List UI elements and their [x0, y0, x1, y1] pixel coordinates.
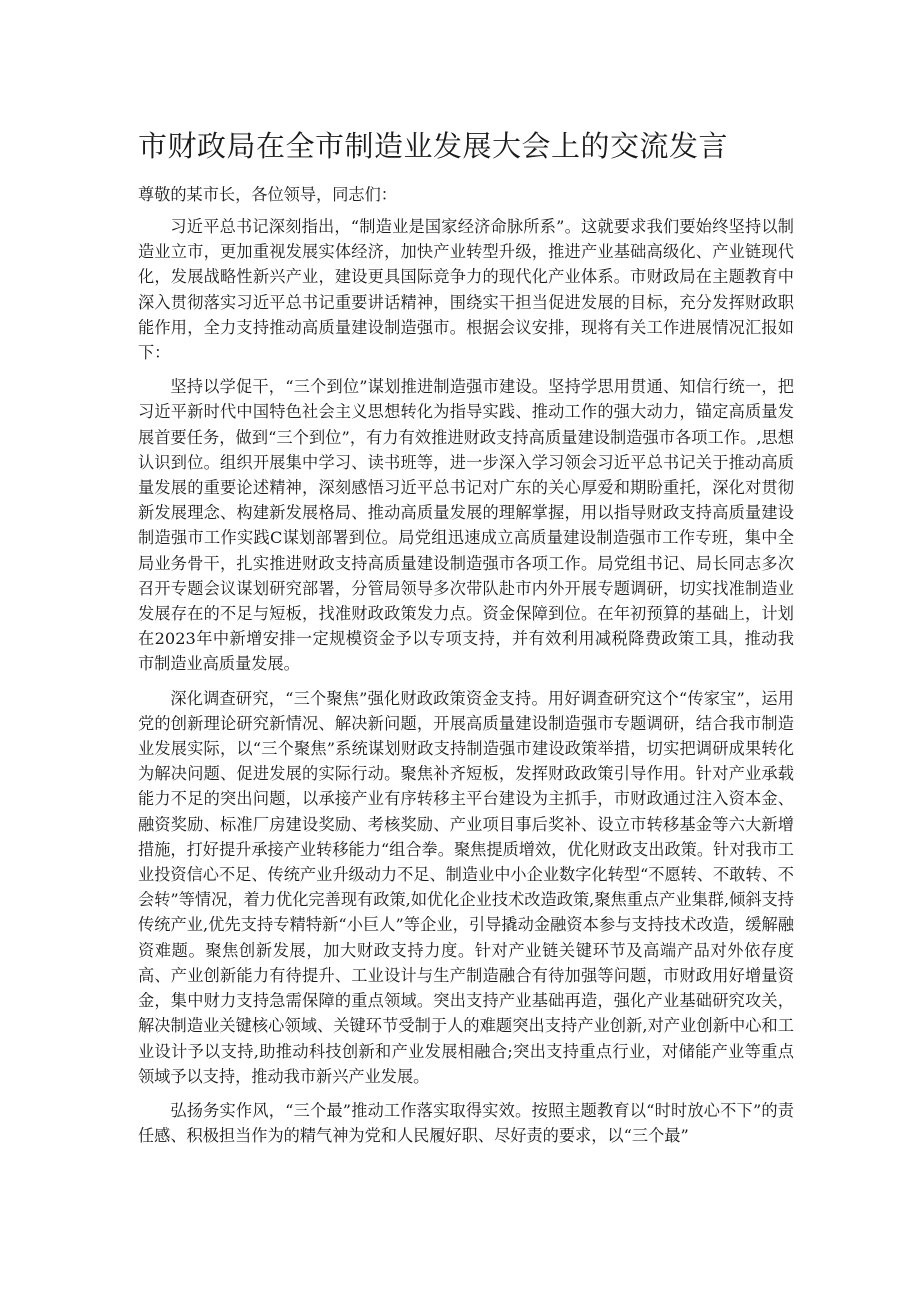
document-title: 市财政局在全市制造业发展大会上的交流发言 [138, 129, 729, 163]
paragraph-deepen-research: 深化调查研究，“三个聚焦”强化财政政策资金支持。用好调查研究这个“传家宝”，运用党的创新理论研究新情况、解决新问题，开展高质量建设制造强市专题调研，结合我市制造业发展实际，以“三个聚焦”系统谋划财政支持制造强市建设政策举措，切实把调研成果转化为解决问题、促进发展的实际行动。聚焦补齐短板，发挥财政政策引导作用。针对产业承载能力不足的突出问题，以承接产业有序转移主平台建设为主抓手，市财政通过注入资本金、融资奖励、标准厂房建设奖励、考核奖励、产业项目事后奖补、设立市转移基金等六大新增措施，打好提升承接产业转移能力“组合拳。聚焦提质增效，优化财政支出政策。针对我市工业投资信心不足、传统产业升级动力不足、制造业中小企业数字化转型“不愿转、不敢转、不会转”等情况，着力优化完善现有政策,如优化企业技术改造政策,聚焦重点产业集群,倾斜支持传统产业,优先支持专精特新“小巨人”等企业，引导撬动金融资本参与支持技术改造，缓解融资难题。聚焦创新发展，加大财政支持力度。针对产业链关键环节及高端产品对外依存度高、产业创新能力有待提升、工业设计与生产制造融合有待加强等问题，市财政用好增量资金，集中财力支持急需保障的重点领域。突出支持产业基础再造，强化产业基础研究攻关，解决制造业关键核心领域、关键环节受制于人的难题突出支持产业创新,对产业创新中心和工业设计予以支持,助推动科技创新和产业发展相融合;突出支持重点行业，对储能产业等重点领域予以支持，推动我市新兴产业发展。 [138, 688, 794, 1086]
salutation: 尊敬的某市长，各位领导，同志们： [138, 185, 397, 204]
paragraph-study-promote-work: 坚持以学促干，“三个到位”谋划推进制造强市建设。坚持学思用贯通、知信行统一，把习近平新时代中国特色社会主义思想转化为指导实践、推动工作的强大动力，锚定高质量发展首要任务，做到“三个到位”，有力有效推进财政支持高质量建设制造强市各项工作。,思想认识到位。组织开展集中学习、读书班等，进一步深入学习领会习近平总书记关于推动高质量发展的重要论述精神，深刻感悟习近平总书记对广东的关心厚爱和期盼重托，深化对贯彻新发展理念、构建新发展格局、推动高质量发展的理解掌握，用以指导财政支持高质量建设制造强市工作实践C谋划部署到位。局党组迅速成立高质量建设制造强市工作专班，集中全局业务骨干，扎实推进财政支持高质量建设制造强市各项工作。局党组书记、局长同志多次召开专题会议谋划研究部署，分管局领导多次带队赴市内外开展专题调研，切实找准制造业发展存在的不足与短板，找准财政政策发力点。资金保障到位。在年初预算的基础上，计划在2023年中新增安排一定规模资金予以专项支持，并有效利用减税降费政策工具，推动我市制造业高质量发展。 [138, 377, 794, 674]
document-page [138, 124, 794, 1157]
paragraph-practical-style: 弘扬务实作风，“三个最”推动工作落实取得实效。按照主题教育以“时时放心不下”的责任感、积极担当作为的精气神为党和人民履好职、尽好责的要求，以“三个最” [138, 1100, 794, 1146]
paragraph-intro: 习近平总书记深刻指出，“制造业是国家经济命脉所系”。这就要求我们要始终坚持以制造业立市，更加重视发展实体经济，加快产业转型升级，推进产业基础高级化、产业链现代化，发展战略性新兴产业，建设更具国际竞争力的现代化产业体系。市财政局在主题教育中深入贯彻落实习近平总书记重要讲话精神，围绕实干担当促进发展的目标，充分发挥财政职能作用，全力支持推动高质量建设制造强市。根据会议安排，现将有关工作进展情况汇报如下： [138, 217, 794, 363]
